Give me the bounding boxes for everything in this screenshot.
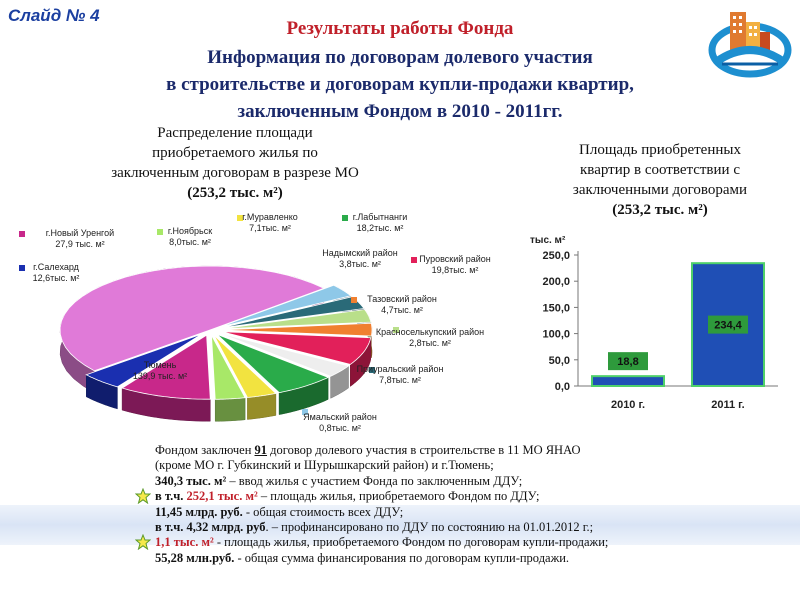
star-icon — [135, 488, 151, 504]
summary-text-part: 1,1 тыс. м² — [155, 535, 214, 550]
pie-slice-label: Ямальский район — [303, 412, 377, 422]
summary-line — [155, 535, 775, 550]
summary-text-part: в т.ч. — [155, 489, 187, 504]
pie-total: (253,2 тыс. м²) — [187, 185, 283, 201]
pie-slice-label: Пуровский район — [419, 254, 491, 264]
slide-number: Слайд № 4 — [8, 6, 100, 25]
summary-text-part: - общая сумма финансирования по договорам купли-продажи. — [234, 550, 570, 565]
summary-text-part: 91 — [254, 443, 268, 457]
pie-slice-value: 4,7тыс. м² — [381, 305, 423, 315]
pie-slice-label: Приуральский район — [356, 364, 444, 374]
summary-text-part: 252,1 тыс. м² — [186, 489, 258, 504]
subtitle-line-3: заключенным Фондом в 2010 - 2011гг. — [237, 101, 563, 122]
pie-slice-label: г.Лабытнанги — [352, 212, 408, 222]
summary-text-part: - общая стоимость всех ДДУ; — [242, 504, 404, 519]
pie-slice-value: 12,6тыс. м² — [32, 273, 80, 283]
pie-slice-label: г.Салехард — [33, 262, 79, 272]
summary-text-part: . – профинансировано по ДДУ по состоянию на 01.01.2012 г.; — [265, 520, 594, 535]
pie-slice-value: 7,8тыс. м² — [379, 375, 421, 385]
star-icon — [135, 534, 151, 550]
pie-slice-value: 8,0тыс. м² — [169, 237, 211, 247]
bar-value-label: 18,8 — [617, 356, 639, 369]
y-tick-label: 50,0 — [548, 354, 570, 367]
pie-slice-value: 2,8тыс. м² — [409, 338, 451, 348]
pie-slice-label: Надымский район — [322, 248, 398, 258]
summary-text-part: – площадь жилья, приобретаемого Фондом по ДДУ; — [257, 489, 540, 504]
pie-title-line: Распределение площади — [157, 125, 313, 141]
summary-line — [155, 520, 775, 535]
summary-text — [155, 443, 775, 566]
pie-slice-label: Красноселькупский район — [375, 327, 485, 337]
summary-text-part: в т.ч. 4,32 млрд. руб — [155, 520, 266, 535]
pie-slice-value: 18,2тыс. м² — [356, 223, 404, 233]
y-axis-label: тыс. м² — [530, 235, 566, 246]
y-tick-label: 0,0 — [554, 381, 570, 393]
summary-text-part: 55,28 млн.руб. — [155, 550, 235, 565]
x-tick-label: 2010 г. — [610, 399, 646, 411]
bar-value-label: 234,4 — [714, 319, 742, 332]
summary-text-part: 11,45 млрд. руб. — [155, 504, 243, 519]
subtitle-line-1: Информация по договорам долевого участия — [207, 47, 593, 68]
y-tick-label: 100,0 — [542, 328, 570, 341]
pie-slice-label: г.Муравленко — [242, 212, 298, 222]
summary-line — [155, 505, 775, 520]
summary-line — [155, 458, 775, 473]
pie-slice-label: г.Новый Уренгой — [45, 228, 115, 238]
bar-title-line: квартир в соответствии с — [580, 162, 740, 178]
pie-title-line: заключенным договорам в разрезе МО — [111, 165, 359, 181]
summary-line — [155, 443, 775, 458]
pie-slice-value: 19,8тыс. м² — [431, 265, 479, 275]
summary-text-part: 340,3 тыс. м² — [155, 473, 227, 488]
subtitle-line-2: в строительстве и договорам купли-продажи квартир, — [166, 74, 634, 95]
bar-total: (253,2 тыс. м²) — [612, 202, 708, 218]
summary-text-part: – ввод жилья с участием Фонда по заключенным ДДУ; — [226, 473, 523, 488]
pie-slice-value: 3,8тыс. м² — [339, 259, 381, 269]
summary-text-part: договор долевого участия в строительстве в 11 МО ЯНАО — [267, 443, 581, 457]
y-tick-label: 200,0 — [542, 276, 570, 289]
pie-slice-label: Тюмень — [143, 360, 177, 370]
bar — [592, 376, 664, 386]
summary-line — [155, 474, 775, 489]
summary-text-part: Фондом заключен — [155, 443, 255, 457]
summary-text-part: (кроме МО г. Губкинский и Шурышкарский район) и г.Тюмень; — [155, 458, 494, 473]
pie-slice-value: 7,1тыс. м² — [249, 223, 291, 233]
x-tick-label: 2011 г. — [711, 399, 745, 411]
bar-title-line: заключенными договорами — [572, 182, 748, 198]
pie-slice-label: Тазовский район — [367, 294, 437, 304]
y-tick-label: 150,0 — [542, 302, 570, 315]
pie-slice-value: 139,9 тыс. м² — [132, 371, 188, 381]
summary-text-part: - площадь жилья, приобретаемого Фондом по договорам купли-продажи; — [213, 535, 609, 550]
pie-slice-value: 0,8тыс. м² — [319, 423, 361, 433]
summary-line — [155, 489, 775, 504]
summary-line — [155, 551, 775, 566]
bar-title-line: Площадь приобретенных — [579, 142, 741, 158]
slide-title: Результаты работы Фонда — [286, 18, 514, 39]
y-tick-label: 250,0 — [542, 250, 570, 262]
pie-title-line: приобретаемого жилья по — [152, 145, 318, 161]
pie-slice-label: г.Ноябрьск — [167, 226, 213, 236]
pie-slice-value: 27,9 тыс. м² — [55, 239, 105, 249]
